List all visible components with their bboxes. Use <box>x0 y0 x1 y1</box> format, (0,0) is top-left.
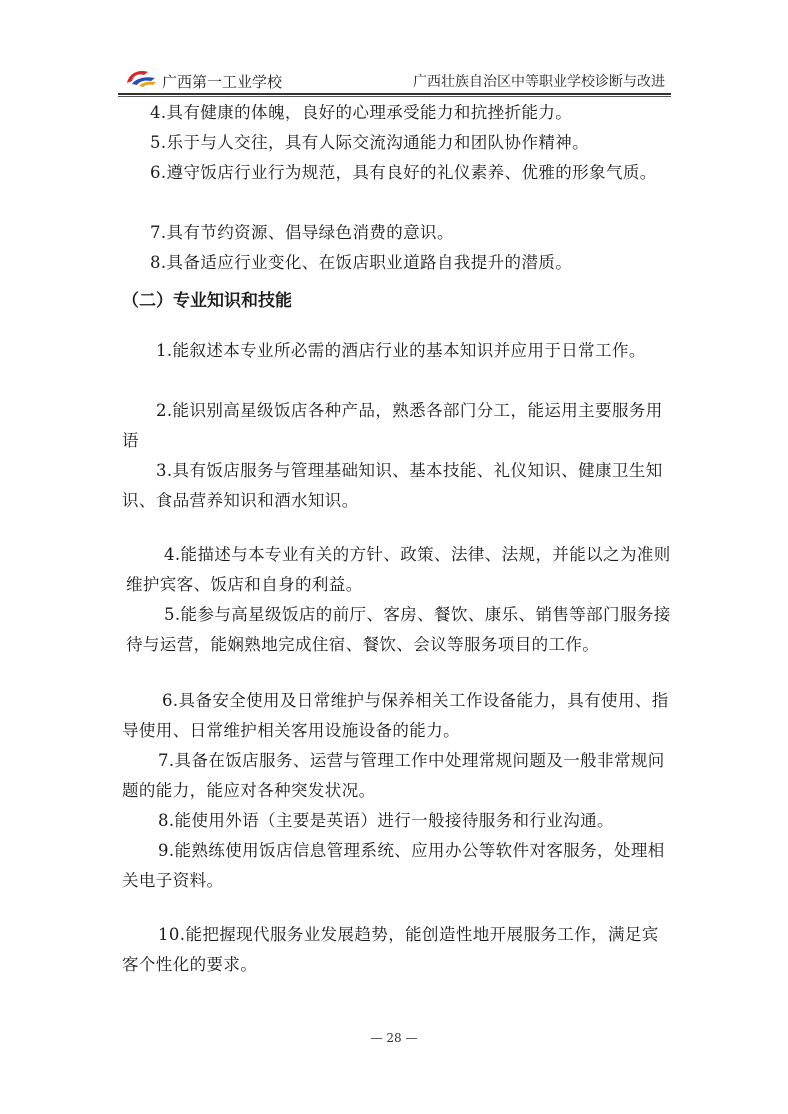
quality-item: 5.乐于与人交往，具有人际交流沟通能力和团队协作精神。 <box>150 133 590 152</box>
quality-item: 4.具有健康的体魄，良好的心理承受能力和抗挫折能力。 <box>150 103 573 122</box>
school-name: 广西第一工业学校 <box>162 73 283 91</box>
skill-item: 3.具有饭店服务与管理基础知识、基本技能、礼仪知识、健康卫生知识、食品营养知识和酒水知识。 <box>122 461 663 510</box>
page-header <box>118 68 671 92</box>
skill-item: 5.能参与高星级饭店的前厅、客房、餐饮、康乐、销售等部门服务接待与运营，能娴熟地完成住宿、餐饮、会议等服务项目的工作。 <box>126 605 671 654</box>
skill-item: 7.具备在饭店服务、运营与管理工作中处理常规问题及一般非常规问题的能力，能应对各种突发状况。 <box>122 751 665 800</box>
header-rule <box>118 93 671 95</box>
page-number: — 28 — <box>370 1031 418 1045</box>
section-heading: （二）专业知识和技能 <box>122 291 292 311</box>
document-title: 广西壮族自治区中等职业学校诊断与改进 <box>413 74 665 90</box>
skill-item: 6.具备安全使用及日常维护与保养相关工作设备能力，具有使用、指导使用、日常维护相关客用设施设备的能力。 <box>122 691 669 740</box>
skill-item: 9.能熟练使用饭店信息管理系统、应用办公等软件对客服务，处理相关电子资料。 <box>122 841 665 890</box>
quality-item: 7.具有节约资源、倡导绿色消费的意识。 <box>150 223 454 242</box>
header-rule-thin <box>118 96 671 97</box>
skill-item: 4.能描述与本专业有关的方针、政策、法律、法规，并能以之为准则维护宾客、饭店和自身的利益。 <box>126 545 671 594</box>
skill-item: 2.能识别高星级饭店各种产品，熟悉各部门分工，能运用主要服务用语 <box>122 401 663 450</box>
quality-item-text: 6.遵守饭店行业行为规范，具有良好的礼仪素养、优雅的形象气质。 <box>150 163 657 182</box>
quality-item <box>150 158 678 188</box>
skill-item: 8.能使用外语（主要是英语）进行一般接待服务和行业沟通。 <box>158 811 614 830</box>
skill-item: 1.能叙述本专业所必需的酒店行业的基本知识并应用于日常工作。 <box>156 341 646 360</box>
school-logo-icon <box>124 68 158 88</box>
skill-item: 10.能把握现代服务业发展趋势，能创造性地开展服务工作，满足宾客个性化的要求。 <box>122 925 659 974</box>
quality-item: 8.具备适应行业变化、在饭店职业道路自我提升的潜质。 <box>150 253 573 272</box>
